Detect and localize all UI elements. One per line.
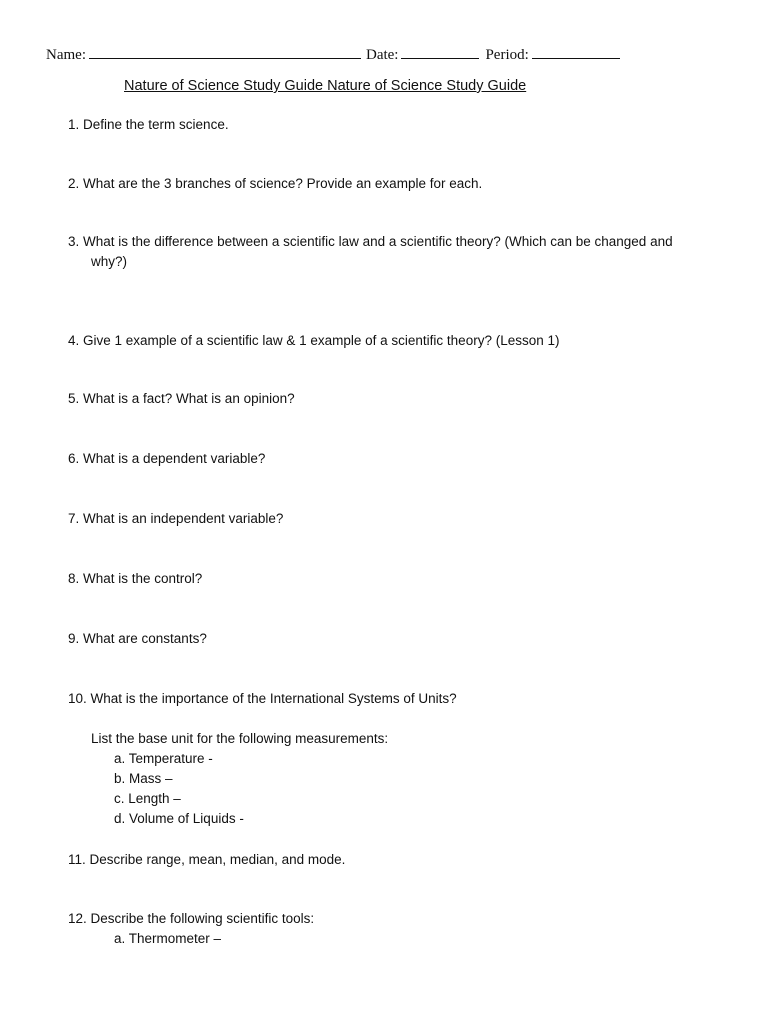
question-2: 2. What are the 3 branches of science? Provide an example for each. [68,176,483,191]
period-blank [532,44,620,59]
name-blank [89,44,361,59]
question-8: 8. What is the control? [68,571,203,586]
question-4: 4. Give 1 example of a scientific law & 1 example of a scientific theory? (Lesson 1) [68,333,560,348]
q12-sub-item-thermometer: a. Thermometer – [114,931,222,946]
q10-sub-item-volume: d. Volume of Liquids - [114,811,244,826]
question-1: 1. Define the term science. [68,117,229,132]
q10-sub-item-temperature: a. Temperature - [114,751,213,766]
name-label: Name: [46,47,86,63]
question-10: 10. What is the importance of the International Systems of Units? [68,691,457,706]
question-9: 9. What are constants? [68,631,207,646]
question-3-continuation: why?) [91,254,128,269]
question-12: 12. Describe the following scientific tools: [68,911,315,926]
q10-sub-intro: List the base unit for the following measurements: [91,731,389,746]
page-title: Nature of Science Study Guide Nature of Science Study Guide [124,78,527,94]
question-5: 5. What is a fact? What is an opinion? [68,391,295,406]
date-label: Date: [365,47,399,63]
question-3 [68,232,673,272]
student-info-header [46,44,620,64]
date-blank [401,44,479,59]
question-3-text: 3. What is the difference between a scientific law and a scientific theory? (Which can be changed and [68,234,673,249]
question-7: 7. What is an independent variable? [68,511,284,526]
period-label: Period: [485,47,529,63]
question-11: 11. Describe range, mean, median, and mode. [68,852,346,867]
question-6: 6. What is a dependent variable? [68,451,266,466]
q10-sub-item-mass: b. Mass – [114,771,173,786]
q10-sub-item-length: c. Length – [114,791,181,806]
